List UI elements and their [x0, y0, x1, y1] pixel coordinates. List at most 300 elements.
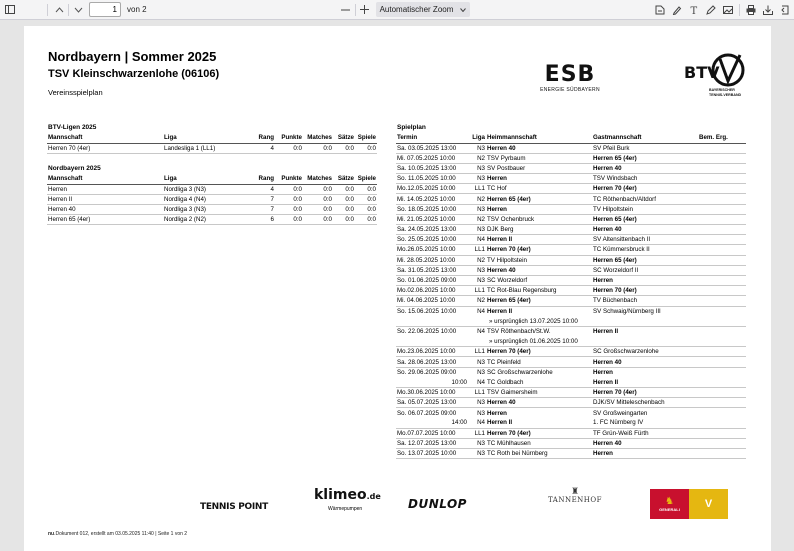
column-header: Mannschaft — [47, 174, 163, 184]
zoom-in-icon[interactable] — [358, 3, 372, 17]
match-remark — [698, 449, 746, 459]
table-row — [47, 215, 377, 225]
guest-team: TV Hilpoltstein — [592, 204, 698, 214]
schedule-heading: Spielplan — [397, 124, 426, 131]
home-team: TSV Pyrbaum — [486, 153, 592, 163]
table-cell: Herren 65 (4er) — [47, 215, 163, 225]
match-league: N3 — [468, 438, 486, 448]
match-date: Mi. 04.06.2025 10:00 — [396, 296, 468, 306]
btv-leagues-heading: BTV-Ligen 2025 — [48, 124, 97, 131]
home-team: TC Pleinfeld — [486, 357, 592, 367]
table-body — [47, 184, 377, 225]
generali-logo-left — [650, 489, 689, 519]
guest-team: Herren 70 (4er) — [592, 286, 698, 296]
table-body — [396, 143, 746, 459]
match-remark — [698, 245, 746, 255]
table-cell: Nordliga 2 (N2) — [163, 215, 251, 225]
match-date: Sa. 28.06.2025 13:00 — [396, 357, 468, 367]
draw-icon[interactable] — [670, 3, 684, 17]
guest-team: Herren II — [592, 377, 698, 387]
match-remark — [698, 326, 746, 336]
match-remark — [698, 296, 746, 306]
column-header: Rang — [251, 133, 275, 143]
guest-team: SC Großschwarzenlohe — [592, 347, 698, 357]
schedule-row — [396, 418, 746, 428]
guest-team: Herren 70 (4er) — [592, 388, 698, 398]
home-team: TC Roth bei Nürnberg — [486, 449, 592, 459]
match-remark — [698, 306, 746, 316]
table-cell: 0:0 — [333, 215, 355, 225]
home-team: TC Rot-Blau Regensburg — [486, 286, 592, 296]
schedule-row — [396, 449, 746, 459]
table-cell: 0:0 — [275, 184, 303, 194]
column-header: Liga — [163, 133, 251, 143]
guest-team: Herren II — [593, 328, 619, 336]
match-remark — [698, 204, 746, 214]
guest-team: Herren 65 (4er) — [592, 255, 698, 265]
schedule-row — [396, 367, 746, 377]
home-team: TC Hof — [486, 184, 592, 194]
text-icon[interactable] — [687, 3, 701, 17]
table-header-row — [47, 133, 377, 143]
home-team: Herren 40 — [486, 265, 592, 275]
btv-logo-subtext — [709, 88, 741, 97]
match-league: N4 — [477, 307, 485, 315]
table-cell: Herren II — [47, 194, 163, 204]
schedule-row — [396, 235, 746, 245]
match-date: Mo.26.05.2025 10:00 — [396, 245, 468, 255]
guest-team: Herren 70 (4er) — [592, 184, 698, 194]
btv-leagues-table — [47, 133, 377, 154]
schedule-row — [396, 163, 746, 173]
esb-logo — [532, 62, 608, 93]
match-league: N3 — [468, 449, 486, 459]
match-date: Mo.12.05.2025 10:00 — [396, 184, 468, 194]
match-date: 10:00 — [396, 377, 468, 387]
schedule-row — [396, 296, 746, 306]
pdf-page — [24, 26, 771, 551]
table-row — [47, 184, 377, 194]
table-cell: 0:0 — [355, 204, 377, 214]
home-team: Herren II — [486, 235, 592, 245]
table-row — [47, 143, 377, 153]
klimeo-logo-subtext: Wärmepumpen — [328, 506, 363, 512]
match-league: LL1 — [468, 286, 486, 296]
guest-team: Herren — [593, 368, 613, 376]
match-remark — [698, 408, 746, 418]
home-team: Herren 70 (4er) — [486, 428, 592, 438]
footer-brand: nu — [48, 531, 55, 537]
guest-team: SV Großweingarten — [593, 409, 648, 417]
dunlop-logo — [408, 495, 467, 513]
column-header: Spiele — [355, 174, 377, 184]
guest-team: SV Altensittenbach II — [592, 235, 698, 245]
schedule-row — [396, 184, 746, 194]
guest-team: TC Röthenbach/Altdorf — [592, 194, 698, 204]
table-cell: 0:0 — [333, 143, 355, 153]
match-league: N4 — [468, 235, 486, 245]
chevron-down-icon — [460, 8, 466, 12]
schedule-row — [396, 225, 746, 235]
column-header: Matches — [303, 174, 333, 184]
toolbar-divider — [739, 4, 740, 16]
column-header: Heimmannschaft — [486, 133, 592, 143]
column-header: Gastmannschaft — [592, 133, 698, 143]
column-header: Mannschaft — [47, 133, 163, 143]
match-remark — [698, 428, 746, 438]
match-date: Mi. 14.05.2025 10:00 — [396, 194, 468, 204]
document-subtitle: Vereinsspielplan — [48, 88, 103, 97]
guest-team: SV Schwaig/Nürnberg III — [593, 307, 661, 315]
schedule-row — [396, 153, 746, 163]
generali-lion-icon: ♞ — [665, 495, 674, 507]
page-number-input[interactable] — [89, 2, 121, 17]
schedule-table — [396, 133, 746, 459]
reschedule-note: » ursprünglich 01.06.2025 10:00 — [486, 337, 746, 347]
home-team: Herren — [486, 174, 592, 184]
toolbar-divider — [47, 4, 48, 16]
schedule-row — [396, 204, 746, 214]
table-cell: 0:0 — [303, 143, 333, 153]
table-cell: 0:0 — [275, 204, 303, 214]
table-cell: Herren 40 — [47, 204, 163, 214]
match-remark — [698, 255, 746, 265]
guest-team: 1. FC Nürnberg IV — [592, 418, 698, 428]
column-header: Liga — [468, 133, 486, 143]
home-team: DJK Berg — [486, 225, 592, 235]
match-date: Mo.07.07.2025 10:00 — [396, 428, 468, 438]
match-league: LL1 — [468, 428, 486, 438]
match-remark — [698, 153, 746, 163]
esb-logo-text: ESB — [544, 62, 596, 87]
guest-team: SV Pfeil Burk — [592, 143, 698, 153]
table-cell: 0:0 — [275, 194, 303, 204]
match-date: So. 11.05.2025 10:00 — [396, 174, 468, 184]
match-remark — [698, 388, 746, 398]
svg-text:T: T — [690, 5, 697, 15]
match-remark — [698, 367, 746, 377]
table-cell: 4 — [251, 143, 275, 153]
match-league: LL1 — [468, 388, 486, 398]
table-header-row — [396, 133, 746, 143]
match-remark — [698, 174, 746, 184]
match-league: N3 — [468, 357, 486, 367]
nordbayern-table — [47, 174, 377, 225]
column-header: Spiele — [355, 133, 377, 143]
schedule-row — [396, 286, 746, 296]
match-date: So. 01.06.2025 09:00 — [396, 275, 468, 285]
match-league: N4 — [477, 328, 485, 336]
match-date: Sa. 05.07.2025 13:00 — [396, 398, 468, 408]
table-cell: 6 — [251, 215, 275, 225]
schedule-row — [396, 174, 746, 184]
table-cell: 0:0 — [303, 194, 333, 204]
match-date: So. 18.05.2025 10:00 — [396, 204, 468, 214]
home-team: Herren 70 (4er) — [486, 347, 592, 357]
table-cell: 0:0 — [355, 184, 377, 194]
match-league: N3 — [468, 143, 486, 153]
schedule-row — [396, 428, 746, 438]
match-date: Sa. 03.05.2025 13:00 — [396, 143, 468, 153]
pdf-toolbar — [0, 0, 794, 20]
column-header: Matches — [303, 133, 333, 143]
klimeo-logo — [314, 487, 381, 514]
column-header: Sätze — [333, 174, 355, 184]
table-cell: 0:0 — [275, 215, 303, 225]
btv-subtext-line1: BAYERISCHER — [709, 88, 735, 92]
table-cell: 4 — [251, 184, 275, 194]
column-header: Rang — [251, 174, 275, 184]
match-remark — [698, 214, 746, 224]
tennispoint-logo — [200, 496, 268, 514]
guest-team: TC Kümmersbruck II — [592, 245, 698, 255]
home-team: Herren — [487, 409, 507, 417]
match-league: N3 — [477, 368, 485, 376]
schedule-row — [396, 357, 746, 367]
table-cell: Herren 70 (4er) — [47, 143, 163, 153]
match-remark — [698, 235, 746, 245]
home-team: Herren — [486, 204, 592, 214]
table-cell: Nordliga 3 (N3) — [163, 204, 251, 214]
guest-team: Herren 40 — [592, 225, 698, 235]
guest-team: Herren 40 — [592, 438, 698, 448]
match-date: Sa. 10.05.2025 13:00 — [396, 163, 468, 173]
zoom-out-icon[interactable] — [339, 3, 353, 17]
guest-team: Herren — [592, 449, 698, 459]
match-league: LL1 — [468, 245, 486, 255]
match-date: So. 13.07.2025 10:00 — [396, 449, 468, 459]
klimeo-logo-tld: .de — [366, 492, 381, 501]
esb-logo-subtext: ENERGIE SÜDBAYERN — [540, 87, 600, 93]
match-remark — [698, 357, 746, 367]
home-team: TV Hilpoltstein — [486, 255, 592, 265]
guest-team: TV Büchenbach — [592, 296, 698, 306]
btv-logo-text: BTV — [684, 63, 720, 82]
match-league: N2 — [468, 255, 486, 265]
zoom-select[interactable] — [376, 2, 470, 17]
schedule-row — [396, 347, 746, 357]
match-remark — [698, 194, 746, 204]
match-league: N3 — [468, 225, 486, 235]
schedule-row — [396, 245, 746, 255]
page-footer — [48, 531, 187, 537]
tannenhof-logo — [546, 486, 604, 504]
match-league: LL1 — [468, 184, 486, 194]
home-team: Herren II — [487, 307, 513, 315]
generali-badge-icon: V — [689, 489, 728, 519]
table-cell: 0:0 — [355, 215, 377, 225]
column-header: Punkte — [275, 174, 303, 184]
schedule-row — [396, 398, 746, 408]
match-remark — [698, 143, 746, 153]
match-remark — [698, 163, 746, 173]
match-date: Sa. 31.05.2025 13:00 — [396, 265, 468, 275]
table-cell: 7 — [251, 194, 275, 204]
image-icon[interactable] — [721, 3, 735, 17]
match-remark — [698, 184, 746, 194]
home-team: SV Postbauer — [486, 163, 592, 173]
home-team: Herren II — [486, 418, 592, 428]
toolbar-divider — [68, 4, 69, 16]
match-league: N2 — [468, 214, 486, 224]
match-remark — [698, 377, 746, 387]
btv-subtext-line2: TENNIS-VERBAND — [709, 92, 742, 97]
match-remark — [698, 225, 746, 235]
note-spacer — [396, 337, 468, 347]
match-remark — [698, 398, 746, 408]
match-remark — [698, 418, 746, 428]
home-team: SC Großschwarzenlohe — [487, 368, 553, 376]
match-date: Mi. 07.05.2025 10:00 — [396, 153, 468, 163]
guest-team: Herren 65 (4er) — [592, 153, 698, 163]
match-date: Sa. 24.05.2025 13:00 — [396, 225, 468, 235]
guest-team: Herren 40 — [592, 357, 698, 367]
match-league: N4 — [468, 377, 486, 387]
nordbayern-heading: Nordbayern 2025 — [48, 165, 101, 172]
table-row — [47, 194, 377, 204]
match-remark — [698, 265, 746, 275]
match-date: Mo.30.06.2025 10:00 — [396, 388, 468, 398]
match-date: So. 29.06.2025 09:00 — [397, 368, 457, 376]
column-header: Termin — [396, 133, 468, 143]
schedule-row — [396, 143, 746, 153]
table-row — [47, 204, 377, 214]
match-date: Mo.02.06.2025 10:00 — [396, 286, 468, 296]
reschedule-note: » ursprünglich 13.07.2025 10:00 — [486, 316, 746, 326]
save-icon[interactable] — [761, 3, 775, 17]
match-league: N3 — [468, 275, 486, 285]
table-cell: 0:0 — [303, 204, 333, 214]
match-remark — [698, 347, 746, 357]
match-date: Mo.23.06.2025 10:00 — [396, 347, 468, 357]
guest-team: TF Grün-Weiß Fürth — [592, 428, 698, 438]
column-header: Sätze — [333, 133, 355, 143]
table-cell: 0:0 — [333, 194, 355, 204]
table-cell: 0:0 — [275, 143, 303, 153]
home-team: Herren 65 (4er) — [486, 194, 592, 204]
home-team: Herren 65 (4er) — [486, 296, 592, 306]
guest-team: TSV Windsbach — [592, 174, 698, 184]
tannenhof-logo-text: TANNENHOF — [547, 496, 603, 504]
table-cell: Landesliga 1 (LL1) — [163, 143, 251, 153]
match-date: Mi. 28.05.2025 10:00 — [396, 255, 468, 265]
column-header: Liga — [163, 174, 251, 184]
match-league: N2 — [468, 296, 486, 306]
guest-team: Herren — [592, 275, 698, 285]
match-league: N4 — [468, 418, 486, 428]
home-team: TC Mühlhausen — [486, 438, 592, 448]
match-league: N3 — [468, 265, 486, 275]
home-team: TSV Ochenbruck — [486, 214, 592, 224]
generali-logo — [650, 489, 728, 519]
schedule-row — [396, 377, 746, 387]
schedule-note-row — [396, 316, 746, 326]
table-cell: 7 — [251, 204, 275, 214]
dunlop-logo-text: DUNLOP — [408, 497, 467, 511]
match-league: LL1 — [468, 347, 486, 357]
schedule-row — [396, 388, 746, 398]
footer-text: .Dokument 012, erstellt am 03.05.2025 11:40 | Seite 1 von 2 — [54, 531, 188, 537]
match-date: So. 06.07.2025 09:00 — [397, 409, 457, 417]
match-date: So. 25.05.2025 10:00 — [396, 235, 468, 245]
schedule-row — [396, 214, 746, 224]
home-team: SC Worzeldorf — [486, 275, 592, 285]
schedule-row — [396, 255, 746, 265]
schedule-row — [396, 326, 746, 336]
match-league: N2 — [468, 194, 486, 204]
highlight-icon[interactable] — [653, 3, 667, 17]
table-header-row — [47, 174, 377, 184]
table-cell: 0:0 — [355, 194, 377, 204]
table-cell: 0:0 — [355, 143, 377, 153]
tannenhof-emblem-icon: ♜ — [570, 486, 580, 496]
match-date: 14:00 — [396, 418, 468, 428]
sidebar-toggle-icon[interactable] — [3, 3, 17, 17]
table-body — [47, 143, 377, 153]
more-tools-icon[interactable] — [778, 3, 792, 17]
home-team: TSV Röthenbach/St.W. — [487, 328, 551, 336]
note-spacer — [396, 316, 468, 326]
guest-team: DJK/SV Mitteleschenbach — [592, 398, 698, 408]
club-name: TSV Kleinschwarzenlohe (06106) — [48, 68, 220, 80]
home-team: TSV Gaimersheim — [486, 388, 592, 398]
home-team: TC Goldbach — [486, 377, 592, 387]
match-remark — [698, 286, 746, 296]
match-league: N2 — [468, 153, 486, 163]
match-remark — [698, 438, 746, 448]
table-cell: 0:0 — [303, 215, 333, 225]
schedule-row — [396, 408, 746, 418]
guest-team: Herren 65 (4er) — [592, 214, 698, 224]
table-cell: 0:0 — [303, 184, 333, 194]
page-total-label: von 2 — [127, 5, 147, 14]
note-spacer — [468, 337, 486, 347]
btv-logo — [684, 51, 748, 101]
guest-team: Herren 40 — [592, 163, 698, 173]
home-team: Herren 70 (4er) — [486, 245, 592, 255]
schedule-row — [396, 306, 746, 316]
print-icon[interactable] — [744, 3, 758, 17]
match-league: N3 — [468, 174, 486, 184]
schedule-row — [396, 265, 746, 275]
match-remark — [698, 275, 746, 285]
schedule-row — [396, 438, 746, 448]
match-league: N3 — [468, 204, 486, 214]
zoom-select-label: Automatischer Zoom — [379, 5, 454, 14]
table-cell: 0:0 — [333, 184, 355, 194]
next-page-icon[interactable] — [71, 3, 85, 17]
schedule-row — [396, 194, 746, 204]
guest-team: SC Worzeldorf II — [592, 265, 698, 275]
table-cell: 0:0 — [333, 204, 355, 214]
match-date: Mi. 21.05.2025 10:00 — [396, 214, 468, 224]
column-header: Punkte — [275, 133, 303, 143]
previous-page-icon[interactable] — [52, 3, 66, 17]
match-date: Sa. 12.07.2025 13:00 — [396, 438, 468, 448]
column-header: Bem. Erg. — [698, 133, 746, 143]
match-date: So. 22.06.2025 10:00 — [397, 328, 457, 336]
table-cell: Nordliga 3 (N3) — [163, 184, 251, 194]
tennispoint-logo-text: TENNIS POINT — [200, 502, 268, 512]
toolbar-divider — [355, 4, 356, 16]
match-league: N3 — [477, 409, 485, 417]
match-league: N3 — [468, 398, 486, 408]
pen-icon[interactable] — [704, 3, 718, 17]
schedule-note-row — [396, 337, 746, 347]
document-title: Nordbayern | Sommer 2025 — [48, 49, 217, 64]
schedule-row — [396, 275, 746, 285]
home-team: Herren 40 — [486, 398, 592, 408]
